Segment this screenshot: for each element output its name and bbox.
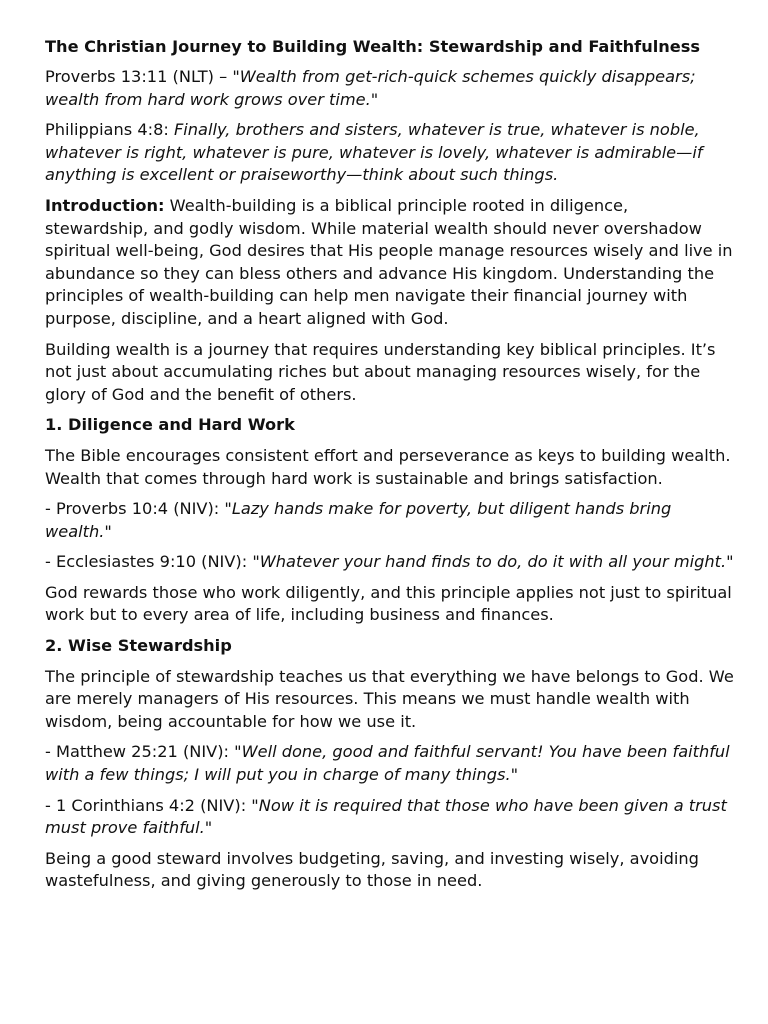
section-heading-diligence: 1. Diligence and Hard Work [45, 415, 295, 435]
verse-item [45, 795, 734, 840]
section-lead: The Bible encourages consistent effort and perseverance as keys to building wealth. Wealth that comes through hard work is sustainable and brings satisfaction. [45, 445, 731, 488]
verse-item [45, 741, 734, 786]
section-closing: Being a good steward involves budgeting, saving, and investing wisely, avoiding wastefulness, and giving generously to those in need. [45, 848, 699, 891]
epigraph-close: " [370, 89, 379, 109]
verse-close: " [204, 818, 213, 838]
verse-close: " [726, 552, 734, 572]
verse-close: " [510, 765, 519, 785]
introduction-text: Wealth-building is a biblical principle rooted in diligence, stewardship, and godly wisdom. While material wealth should never overshadow spiritual well-being, God desires that His people manage resources wisely and live in abundance so they can bless others and advance His kingdom. Understanding the principles of wealth-building can help men navigate their financial journey with purpose, discipline, and a heart aligned with God. [45, 195, 733, 328]
epigraph-quote: Finally, brothers and sisters, whatever is true, whatever is noble, whatever is right, whatever is pure, whatever is lovely, whatever is admirable—if anything is excellent or praiseworthy—think about such things. [45, 120, 703, 185]
epigraph-philippians [45, 119, 734, 187]
verse-ref: - Proverbs 10:4 (NIV): " [45, 499, 232, 519]
document-title: The Christian Journey to Building Wealth: Stewardship and Faithfulness [45, 37, 701, 56]
verse-ref: - 1 Corinthians 4:2 (NIV): " [45, 795, 259, 815]
verse-close: " [104, 521, 112, 541]
section-lead: The principle of stewardship teaches us that everything we have belongs to God. We are merely managers of His resources. This means we must handle wealth with wisdom, being accountable for how we use it. [45, 666, 734, 731]
epigraph-ref: Proverbs 13:11 (NLT) – " [45, 67, 240, 86]
epigraph-proverbs [45, 66, 734, 111]
verse-ref: - Matthew 25:21 (NIV): " [45, 742, 242, 762]
verse-quote: Now it is required that those who have been given a trust must prove faithful. [45, 795, 727, 838]
verse-item [45, 551, 734, 574]
section-heading-stewardship: 2. Wise Stewardship [45, 636, 232, 656]
epigraph-quote: Wealth from get-rich-quick schemes quickly disappears; wealth from hard work grows over time. [45, 67, 696, 109]
verse-ref: - Ecclesiastes 9:10 (NIV): " [45, 552, 260, 572]
epigraph-ref: Philippians 4:8: [45, 120, 174, 140]
intro-paragraph-2: Building wealth is a journey that requires understanding key biblical principles. It’s not just about accumulating riches but about managing resources wisely, for the glory of God and the benefit of others. [45, 339, 716, 404]
introduction-label: Introduction: [45, 195, 165, 215]
verse-quote: Whatever your hand finds to do, do it with all your might. [259, 552, 727, 572]
section-closing: God rewards those who work diligently, and this principle applies not just to spiritual work but to every area of life, including business and finances. [45, 582, 732, 625]
verse-item [45, 498, 734, 543]
verse-quote: Well done, good and faithful servant! You have been faithful with a few things; I will put you in charge of many things. [45, 742, 730, 785]
verse-quote: Lazy hands make for poverty, but diligent hands bring wealth. [45, 499, 672, 541]
introduction-paragraph [45, 195, 734, 331]
